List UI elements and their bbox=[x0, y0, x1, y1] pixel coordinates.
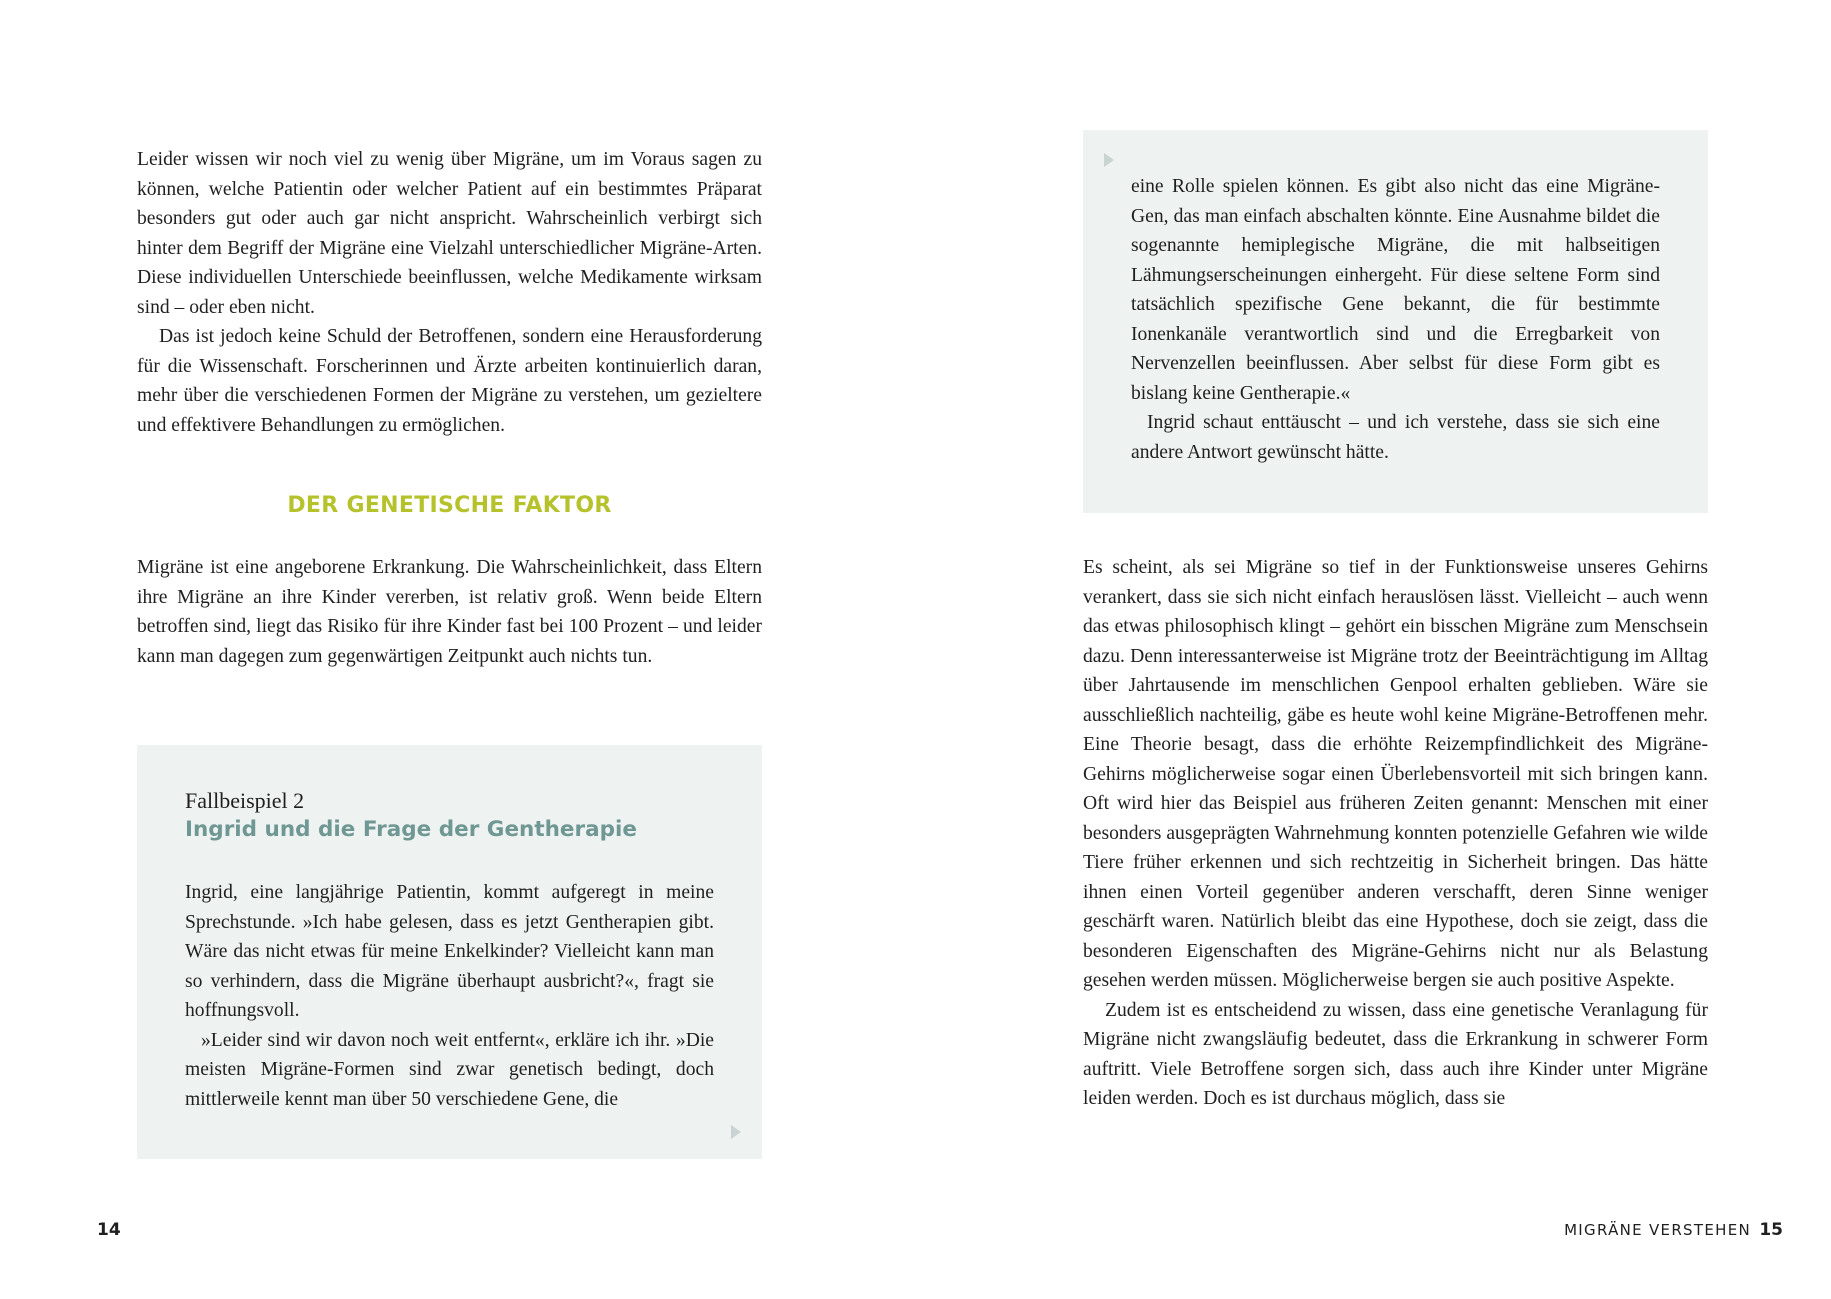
running-head: MIGRÄNE VERSTEHEN bbox=[1564, 1221, 1751, 1239]
right-page bbox=[915, 0, 1831, 1299]
case-study-continued-paragraph-2: Ingrid schaut enttäuscht – und ich verstehe, dass sie sich eine andere Antwort gewünscht hätte. bbox=[1131, 412, 1660, 463]
case-study-text bbox=[185, 878, 714, 1114]
case-study-paragraph-2: »Leider sind wir davon noch weit entfernt«, erkläre ich ihr. »Die meisten Migräne-Formen sind zwar genetisch bedingt, doch mittlerweile kennt man über 50 verschiedene Gene, die bbox=[185, 1029, 714, 1110]
intro-text bbox=[137, 145, 762, 440]
body-paragraph-2: Zudem ist es entscheidend zu wissen, dass eine genetische Veranlagung für Migräne nicht zwangsläufig bedeutet, dass die Erkrankung in schwerer Form auftritt. Viele Betroffene sorgen sich, dass auch ihre Kinder unter Migräne leiden werden. Doch es ist durchaus möglich, dass sie bbox=[1083, 999, 1708, 1109]
left-page bbox=[0, 0, 915, 1299]
body-text bbox=[1083, 553, 1708, 1114]
case-study-paragraph-1: Ingrid, eine langjährige Patientin, kommt aufgeregt in meine Sprechstunde. »Ich habe gelesen, dass es jetzt Gentherapien gibt. Wäre das nicht etwas für meine Enkelkinder? Vielleicht kann man so verhindern, dass die Migräne überhaupt ausbricht?«, fragt sie hoffnungsvoll. bbox=[185, 882, 714, 1021]
intro-paragraph-1: Leider wissen wir noch viel zu wenig über Migräne, um im Voraus sagen zu können, welche Patientin oder welcher Patient auf ein bestimmtes Präparat besonders gut oder auch gar nicht anspricht. Wahrscheinlich verbirgt sich hinter dem Begriff der Migräne eine Vielzahl unterschiedlicher Migräne-Arten. Diese individuellen Unterschiede beeinflussen, welche Medikamente wirksam sind – oder eben nicht. bbox=[137, 149, 762, 318]
case-study-label: Fallbeispiel 2 bbox=[185, 788, 305, 813]
case-study-title: Ingrid und die Frage der Gentherapie bbox=[185, 817, 637, 842]
page-number-left: 14 bbox=[97, 1220, 121, 1240]
case-study-box bbox=[137, 745, 762, 1159]
intro-paragraph-2: Das ist jedoch keine Schuld der Betroffenen, sondern eine Herausforderung für die Wissenschaft. Forscherinnen und Ärzte arbeiten kontinuierlich daran, mehr über die verschiedenen Formen der Migräne zu verstehen, um gezieltere und effektivere Behandlungen zu ermöglichen. bbox=[137, 326, 762, 436]
continued-arrow-icon bbox=[1104, 153, 1114, 167]
body-paragraph-1: Es scheint, als sei Migräne so tief in der Funktionsweise unseres Gehirns verankert, dass sie sich nicht einfach herauslösen lässt. Vielleicht – auch wenn das etwas philosophisch klingt – gehört ein bisschen Migräne zum Menschsein dazu. Denn interessanterweise ist Migräne trotz der Beeinträchtigung im Alltag über Jahrtausende im menschlichen Genpool erhalten geblieben. Wäre sie ausschließlich nachteilig, gäbe es heute wohl keine Migräne-Betroffenen mehr. Eine Theorie besagt, dass die erhöhte Reizempfindlichkeit des Migräne-Gehirns möglicherweise sogar einen Überlebensvorteil mit sich bringen kann. Oft wird hier das Beispiel aus früheren Zeiten genannt: Menschen mit einer besonders ausgeprägten Wahrnehmung konnten potenzielle Gefahren wie wilde Tiere früher erkennen und sich rechtzeitig in Sicherheit bringen. Das hätte ihnen einen Vorteil gegenüber anderen verschafft, deren Sinne weniger geschärft waren. Natürlich bleibt das eine Hypothese, doch sie zeigt, dass die besonderen Eigenschaften des Migräne-Gehirns nicht nur als Belastung gesehen werden müssen. Möglicherweise bergen sie auch positive Aspekte. bbox=[1083, 557, 1708, 991]
section-paragraph: Migräne ist eine angeborene Erkrankung. Die Wahrscheinlichkeit, dass Eltern ihre Migräne an ihre Kinder vererben, ist relativ groß. Wenn beide Eltern betroffen sind, liegt das Risiko für ihre Kinder fast bei 100 Prozent – und leider kann man dagegen zum gegenwärtigen Zeitpunkt auch nichts tun. bbox=[137, 557, 762, 667]
section-heading: DER GENETISCHE FAKTOR bbox=[287, 493, 612, 518]
section-text bbox=[137, 553, 762, 671]
page-number-right: 15 bbox=[1759, 1220, 1783, 1240]
case-study-box-continued bbox=[1083, 130, 1708, 513]
case-study-continued-paragraph-1: eine Rolle spielen können. Es gibt also nicht das eine Migräne-Gen, das man einfach abschalten könnte. Eine Ausnahme bildet die sogenannte hemiplegische Migräne, die mit halbseitigen Lähmungserscheinungen einhergeht. Für diese seltene Form sind tatsächlich spezifische Gene bekannt, die für bestimmte Ionenkanäle verantwortlich sind und die Erregbarkeit von Nervenzellen beeinflussen. Aber selbst für diese Form gibt es bislang keine Gentherapie.« bbox=[1131, 176, 1660, 404]
continue-arrow-icon bbox=[731, 1125, 741, 1139]
case-study-continued-text bbox=[1131, 172, 1660, 467]
